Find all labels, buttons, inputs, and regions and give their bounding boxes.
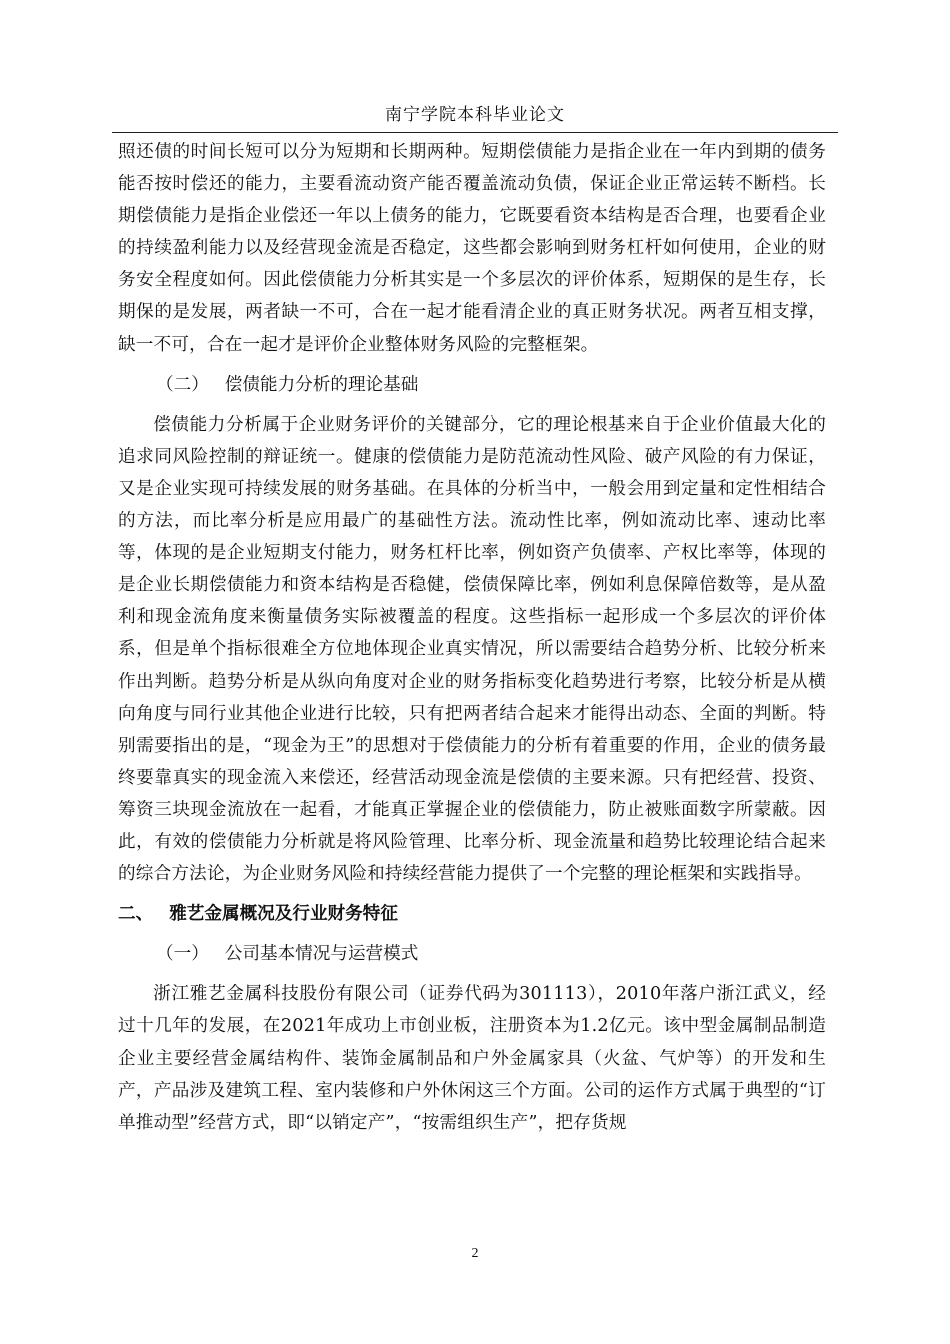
page-number: 2 <box>471 1246 479 1261</box>
paragraph-theory-basis: 偿债能力分析属于企业财务评价的关键部分，它的理论根基来自于企业价值最大化的追求同风险控制的辩证统一。健康的偿债能力是防范流动性风险、破产风险的有力保证，又是企业实现可持续发展的财务基础。在具体的分析当中，一般会用到定量和定性相结合的方法，而比率分析是应用最广的基础性方法。流动性比率，例如流动比率、速动比率等，体现的是企业短期支付能力，财务杠杆比率，例如资产负债率、产权比率等，体现的是企业长期偿债能力和资本结构是否稳健，偿债保障比率，例如利息保障倍数等，是从盈利和现金流角度来衡量债务实际被覆盖的程度。这些指标一起形成一个多层次的评价体系，但是单个指标很难全方位地体现企业真实情况，所以需要结合趋势分析、比较分析来作出判断。趋势分析是从纵向角度对企业的财务指标变化趋势进行考察，比较分析是从横向角度与同行业其他企业进行比较，只有把两者结合起来才能得出动态、全面的判断。特别需要指出的是，“现金为王”的思想对于偿债能力的分析有着重要的作用，企业的债务最终要靠真实的现金流入来偿还，经营活动现金流是偿债的主要来源。只有把经营、投资、筹资三块现金流放在一起看，才能真正掌握企业的偿债能力，防止被账面数字所蒙蔽。因此，有效的偿债能力分析就是将风险管理、比率分析、现金流量和趋势比较理论结合起来的综合方法论，为企业财务风险和持续经营能力提供了一个完整的理论框架和实践指导。 <box>118 414 826 885</box>
subheading-company-basics <box>118 938 826 970</box>
section-heading-company-overview <box>118 898 826 930</box>
subheading-number: （二） <box>156 374 209 395</box>
subheading-number: （一） <box>156 944 209 965</box>
subheading-title: 偿债能力分析的理论基础 <box>224 374 419 395</box>
header-title: 南宁学院本科毕业论文 <box>385 105 565 125</box>
page-header <box>112 98 838 133</box>
paragraph-company-basics: 浙江雅艺金属科技股份有限公司（证券代码为301113），2010年落户浙江武义，经过十几年的发展，在2021年成功上市创业板，注册资本为1.2亿元。该中型金属制品制造企业主要经营金属结构件、装饰金属制品和户外金属家具（火盆、气炉等）的开发和生产，产品涉及建筑工程、室内装修和户外休闲这三个方面。公司的运作方式属于典型的“订单推动型”经营方式，即“以销定产”，“按需组织生产”，把存货规 <box>118 984 826 1133</box>
subheading-title: 公司基本情况与运营模式 <box>224 944 419 965</box>
paragraph-solvency-definition: 照还债的时间长短可以分为短期和长期两种。短期偿债能力是指企业在一年内到期的债务能否按时偿还的能力，主要看流动资产能否覆盖流动负债，保证企业正常运转不断档。长期偿债能力是指企业偿还一年以上债务的能力，它既要看资本结构是否合理，也要看企业的持续盈利能力以及经营现金流是否稳定，这些都会影响到财务杠杆如何使用，企业的财务安全程度如何。因此偿债能力分析其实是一个多层次的评价体系，短期保的是生存，长期保的是发展，两者缺一不可，合在一起才能看清企业的真正财务状况。两者互相支撑，缺一不可，合在一起才是评价企业整体财务风险的完整框架。 <box>118 142 826 355</box>
section-title: 雅艺金属概况及行业财务特征 <box>169 903 398 925</box>
body-text <box>118 136 826 1139</box>
subheading-theory-basis <box>118 369 826 401</box>
section-number: 二、 <box>118 903 154 925</box>
